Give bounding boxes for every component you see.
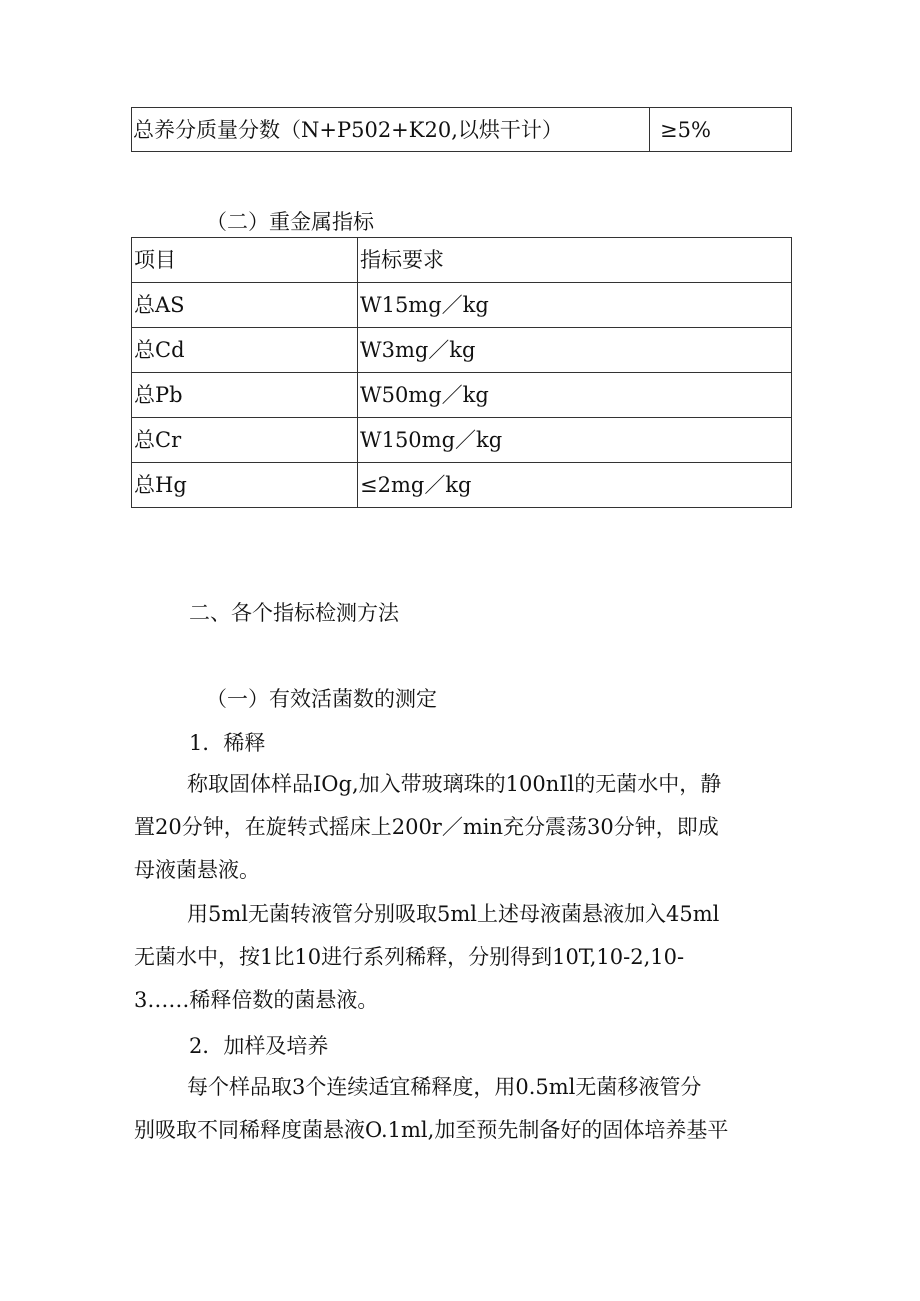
paragraph-serial-dilution xyxy=(134,893,794,1022)
header-item: 项目 xyxy=(132,238,358,283)
nutrient-table xyxy=(131,107,792,152)
row-requirement: W150mg／kg xyxy=(358,418,792,463)
paragraph-line: 称取固体样品IOg,加入带玻璃珠的100nIl的无菌水中，静 xyxy=(187,772,722,796)
step2-heading: 2．加样及培养 xyxy=(189,1034,329,1058)
paragraph-line: 母液菌悬液。 xyxy=(134,858,260,882)
paragraph-line: 无菌水中，按1比10进行系列稀释，分别得到10T,10-2,10- xyxy=(134,945,685,969)
paragraph-dilution xyxy=(134,763,794,892)
paragraph-line: 3……稀释倍数的菌悬液。 xyxy=(134,988,379,1012)
header-requirement: 指标要求 xyxy=(358,238,792,283)
table-row xyxy=(132,463,792,508)
nutrient-value: ≥5% xyxy=(660,118,711,142)
paragraph-line: 用5ml无菌转液管分别吸取5ml上述母液菌悬液加入45ml xyxy=(187,902,720,926)
section-two-heading: 二、各个指标检测方法 xyxy=(189,601,399,625)
table-header-row xyxy=(132,238,792,283)
row-item: 总Cr xyxy=(132,418,358,463)
row-requirement: W50mg／kg xyxy=(358,373,792,418)
paragraph-sampling xyxy=(134,1066,794,1152)
paragraph-line: 置20分钟，在旋转式摇床上200r／min充分震荡30分钟，即成 xyxy=(134,815,719,839)
step1-heading: 1．稀释 xyxy=(189,731,266,755)
table-row xyxy=(132,373,792,418)
table-row xyxy=(132,283,792,328)
row-requirement: W3mg／kg xyxy=(358,328,792,373)
paragraph-line: 别吸取不同稀释度菌悬液O.1ml,加至预先制备好的固体培养基平 xyxy=(134,1118,729,1142)
row-item: 总Cd xyxy=(132,328,358,373)
subsection-one-heading: （一）有效活菌数的测定 xyxy=(206,687,437,711)
table-row xyxy=(132,328,792,373)
row-requirement: W15mg／kg xyxy=(358,283,792,328)
table-row xyxy=(132,418,792,463)
heavy-metal-table xyxy=(131,237,792,508)
row-item: 总Hg xyxy=(132,463,358,508)
paragraph-line: 每个样品取3个连续适宜稀释度，用0.5ml无菌移液管分 xyxy=(187,1075,702,1099)
row-requirement: ≤2mg／kg xyxy=(358,463,792,508)
heavy-metal-heading: （二）重金属指标 xyxy=(206,210,374,234)
row-item: 总AS xyxy=(132,283,358,328)
nutrient-label: 总养分质量分数（N+P502+K20,以烘干计） xyxy=(132,108,650,151)
row-item: 总Pb xyxy=(132,373,358,418)
